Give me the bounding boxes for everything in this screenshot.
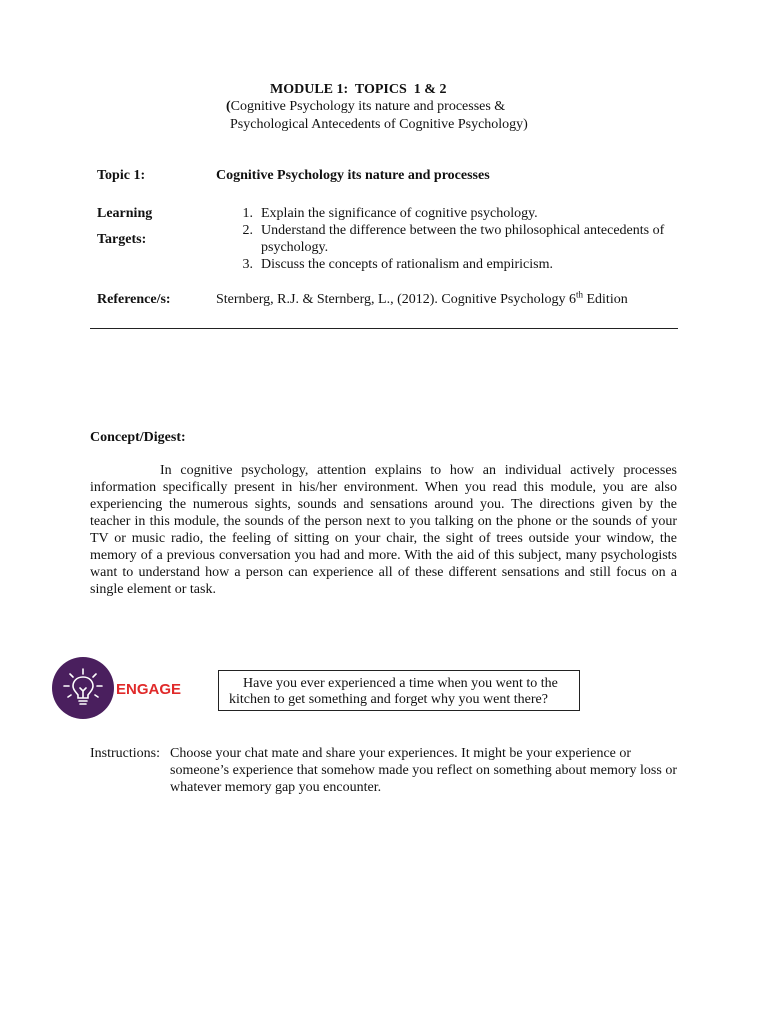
list-item-number: 1. <box>242 206 253 221</box>
subtitle-line1-text: Cognitive Psychology its nature and processes & <box>230 99 506 114</box>
list-item-number: 2. <box>242 223 253 238</box>
engage-question-box <box>218 670 580 711</box>
learning-targets-label-line2: Targets: <box>97 232 147 247</box>
topic-value: Cognitive Psychology its nature and processes <box>216 168 490 183</box>
instructions-text: Choose your chat mate and share your experiences. It might be your experience or someone’s experience that somehow made you reflect on something about memory loss or whatever memory gap you encounter. <box>170 746 677 795</box>
learning-targets-list <box>216 205 676 273</box>
list-item-text: Understand the difference between the two philosophical antecedents of psychology. <box>261 223 665 255</box>
list-item <box>216 256 676 273</box>
list-item <box>216 222 676 256</box>
section-divider <box>90 328 678 329</box>
subtitle-open-paren: ( <box>226 99 231 114</box>
reference-superscript: th <box>575 289 583 300</box>
instructions-label: Instructions: <box>90 746 160 761</box>
question-line1: Have you ever experienced a time when you went to the <box>243 676 558 691</box>
concept-heading: Concept/Digest: <box>90 430 186 445</box>
module-title: MODULE 1: TOPICS 1 & 2 <box>270 82 447 97</box>
engage-label: ENGAGE <box>116 681 182 698</box>
reference-value <box>216 291 628 308</box>
list-item <box>216 205 676 222</box>
module-subtitle-line1 <box>226 98 505 115</box>
reference-text: Sternberg, R.J. & Sternberg, L., (2012). Cognitive Psychology 6 <box>216 292 576 307</box>
list-item-text: Explain the significance of cognitive psychology. <box>261 206 538 221</box>
concept-paragraph: In cognitive psychology, attention explains to how an individual actively processes information specifically present in his/her environment. When you read this module, you are also experiencing the numerous sights, sounds and sensations around you. The directions given by the teacher in this module, the sounds of the person next to you talking on the phone or the sounds of your TV or music radio, the feeling of sitting on your chair, the sight of trees outside your window, the memory of a previous conversation you had and more. With the aid of this subject, many psychologists want to understand how a person can experience all of these different sensations and still focus on a single element or task. <box>90 463 677 597</box>
list-item-text: Discuss the concepts of rationalism and empiricism. <box>261 257 553 272</box>
lightbulb-icon <box>52 657 114 719</box>
reference-label: Reference/s: <box>97 292 171 307</box>
topic-label: Topic 1: <box>97 168 146 183</box>
engage-badge <box>52 657 114 719</box>
module-subtitle-line2: Psychological Antecedents of Cognitive Psychology) <box>230 117 528 132</box>
list-item-number: 3. <box>242 257 253 272</box>
question-line2: kitchen to get something and forget why you went there? <box>229 692 548 707</box>
reference-text-end: Edition <box>582 292 628 307</box>
learning-targets-label-line1: Learning <box>97 206 153 221</box>
